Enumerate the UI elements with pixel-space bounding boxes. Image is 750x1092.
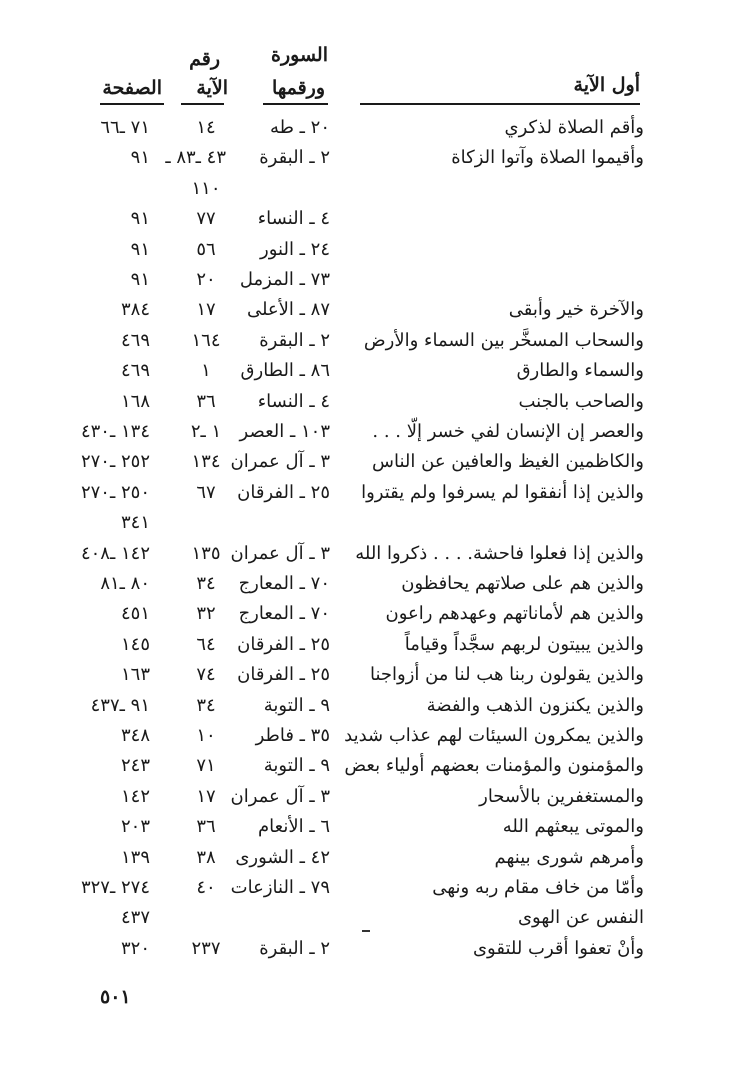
row-ayah: ٦٧ [196,482,216,503]
row-verse: والذين هم على صلاتهم يحافظون [401,573,644,594]
row-pages: ١٣٤ ـ٤٣٠ [80,421,150,442]
row-verse: والذين هم لأماناتهم وعهدهم راعون [385,603,644,624]
row-surah: ٧٠ ـ المعارج [238,603,330,624]
header-page-col: الصفحة [102,77,162,99]
row-ayah: ٣٦ [196,816,216,837]
row-ayah: ٦٤ [196,634,216,655]
row-ayah: ٢٣٧ [191,938,221,959]
row-pages: ٤٥١ [120,603,150,624]
row-verse: والسحاب المسخَّر بين السماء والأرض [363,330,644,351]
row-pages: ٩١ [130,208,150,229]
row-verse: والآخرة خير وأبقى [508,299,644,320]
row-verse: والذين إذا أنفقوا لم يسرفوا ولم يقتروا [361,482,644,503]
row-surah: ٧٩ ـ النازعات [230,877,330,898]
row-surah: ٢ ـ البقرة [259,330,330,351]
row-ayah: ١٤ [196,117,216,138]
row-ayah: ١ [201,360,211,381]
row-surah: ٢٥ ـ الفرقان [237,634,330,655]
row-pages: ١٦٣ [120,664,150,685]
row-verse: وأنْ تعفوا أقرب للتقوى [472,938,644,959]
row-surah: ٢٥ ـ الفرقان [237,664,330,685]
row-verse: والكاظمين الغيظ والعافين عن الناس [372,451,644,472]
row-surah: ٤ ـ النساء [257,208,330,229]
row-pages: ١٦٨ [120,391,150,412]
row-verse: والسماء والطارق [516,360,644,381]
row-surah: ٦ ـ الأنعام [258,816,330,837]
row-verse: والذين إذا فعلوا فاحشة. . . . ذكروا الله [355,543,644,564]
row-pages: ٣٨٤ [120,299,150,320]
row-pages: ٢٥٢ ـ٢٧٠ [80,451,150,472]
row-surah: ٧٠ ـ المعارج [238,573,330,594]
row-verse: والذين يبيتون لربهم سجَّداً وقياماً [404,634,644,655]
row-ayah: ٧٤ [196,664,216,685]
row-verse: والمؤمنون والمؤمنات بعضهم أولياء بعض [344,755,644,776]
row-surah: ٣ ـ آل عمران [230,543,330,564]
row-pages: ٨٠ ـ٨١ [100,573,150,594]
header-surah-underline [263,103,328,105]
row-pages: ٩١ [130,147,150,168]
row-verse: وأمّا من خاف مقام ربه ونهى [432,877,644,898]
row-surah: ٨٦ ـ الطارق [240,360,330,381]
header-verse-col: أول الآية [573,74,640,96]
header-surah-line1: السورة [271,44,328,66]
row-pages: ٩١ ـ٤٣٧ [90,695,150,716]
row-ayah: ٣٦ [196,391,216,412]
row-surah: ٩ ـ التوبة [263,755,330,776]
row-ayah: ٣٤ [196,573,216,594]
row-pages: ٤٣٧ [120,907,150,928]
row-surah: ٤٢ ـ الشورى [235,847,330,868]
row-ayah: ٣٨ [196,847,216,868]
row-ayah: ٧٧ [196,208,216,229]
row-pages: ٣٢٠ [120,938,150,959]
header-ayah-line1: رقم [189,48,220,70]
row-pages: ٣٤٨ [120,725,150,746]
row-pages: ٧١ ـ٦٦ [100,117,150,138]
row-surah: ٢٥ ـ الفرقان [237,482,330,503]
row-pages: ٤٦٩ [120,330,150,351]
row-ayah: ٢٠ [196,269,216,290]
header-ayah-underline [181,103,224,105]
row-verse: والصاحب بالجنب [518,391,644,412]
row-ayah: ٣٤ [196,695,216,716]
row-surah: ٩ ـ التوبة [263,695,330,716]
row-ayah: ١٦٤ [191,330,221,351]
row-verse: والذين يكنزون الذهب والفضة [426,695,644,716]
row-ayah: ٤٠ [196,877,216,898]
row-verse: النفس عن الهوى [517,907,644,928]
row-pages: ١٣٩ [120,847,150,868]
row-verse: والمستغفرين بالأسحار [479,786,644,807]
row-surah: ٨٧ ـ الأعلى [246,299,330,320]
row-verse: وأقيموا الصلاة وآتوا الزكاة [451,147,644,168]
row-surah: ٢٠ ـ طه [269,117,330,138]
row-surah: ٢٤ ـ النور [260,239,330,260]
row-pages: ١٤٢ [120,786,150,807]
header-page-underline [100,103,164,105]
row-pages: ٢٧٤ ـ٣٢٧ [80,877,150,898]
row-surah: ٣٥ ـ فاطر [255,725,330,746]
row-ayah: ١٧ [196,299,216,320]
row-surah: ٢ ـ البقرة [259,147,330,168]
row-pages: ١٤٥ [120,634,150,655]
row-pages: ٢٠٣ [120,816,150,837]
row-surah: ٣ ـ آل عمران [230,786,330,807]
row-pages: ٩١ [130,239,150,260]
row-pages: ٢٥٠ ـ٢٧٠ [80,482,150,503]
row-surah: ٧٣ ـ المزمل [239,269,330,290]
row-pages: ٤٦٩ [120,360,150,381]
row-ayah: ٣٢ [196,603,216,624]
header-ayah-line2: الآية [196,77,228,99]
row-pages: ٩١ [130,269,150,290]
row-ayah: ٤٣ ـ٨٣ ـ [165,147,226,168]
header-verse-underline [360,103,640,105]
row-pages: ٣٤١ [120,512,150,533]
row-verse: والذين يقولون ربنا هب لنا من أزواجنا [369,664,644,685]
row-verse: والموتى يبعثهم الله [502,816,644,837]
row-ayah: ٥٦ [196,239,216,260]
page-number: ٥٠١ [100,986,131,1008]
row-surah: ٢ ـ البقرة [259,938,330,959]
row-verse: وأقم الصلاة لذكري [504,117,644,138]
row-ayah: ١٣٤ [191,451,221,472]
row-surah: ١٠٣ ـ العصر [239,421,330,442]
row-ayah: ١٠ [196,725,216,746]
row-verse: والذين يمكرون السيئات لهم عذاب شديد [344,725,644,746]
header-surah-line2: ورقمها [272,77,325,99]
row-pages: ١٤٢ ـ٤٠٨ [80,543,150,564]
row-pages: ٢٤٣ [120,755,150,776]
row-surah: ٤ ـ النساء [257,391,330,412]
row-ayah: ١٣٥ [191,543,221,564]
row-ayah: ١ ـ٢ [190,421,222,442]
row-surah: ٣ ـ آل عمران [230,451,330,472]
stray-dash-mark [362,930,370,932]
row-verse: وأمرهم شورى بينهم [494,847,644,868]
row-ayah: ١١٠ [191,178,221,199]
row-ayah: ٧١ [196,755,216,776]
row-verse: والعصر إن الإنسان لفي خسر إلّا . . . [372,421,644,442]
row-ayah: ١٧ [196,786,216,807]
